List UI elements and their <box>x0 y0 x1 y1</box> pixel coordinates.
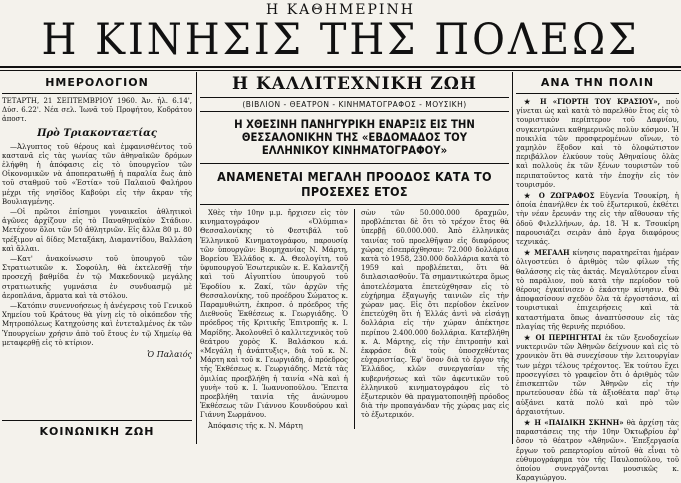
calendar-section-title: ΗΜΕΡΟΛΟΓΙΟΝ <box>45 76 149 89</box>
news-item <box>516 191 679 247</box>
article-subheadline: ΑΝΑΜΕΝΕΤΑΙ ΜΕΓΑΛΗ ΠΡΟΟΔΟΣ ΚΑΤΑ ΤΟ ΠΡΟΣΕΧΕΣ ΕΤΟΣ <box>217 169 492 199</box>
news-item <box>516 333 679 417</box>
article-signature: Ὁ Παλαιός <box>147 350 192 360</box>
article-paragraph: —Κατ' ἀνακοίνωσιν τοῦ ὑπουργοῦ τῶν Στρατιωτικῶν κ. Σοφούλη, θὰ ἐκτελεσθῇ τὴν προσεχῆ βαθμίδα ἐν τῷ Μακεδονικῷ μεγάλης στρατιωτικῆς γυμνάσια ἐν συνδυασμῷ μὲ ἀεροπλάνα, ἄρματα καὶ τὰ στόλου. <box>2 255 192 300</box>
article-body <box>2 143 192 348</box>
section-rule <box>200 163 509 164</box>
article-paragraph: —Κατόπιν συνεννοήσεως ἡ ἀνέγερσις τοῦ Γενικοῦ Χημείου τοῦ Κράτους θὰ γίνῃ εἰς τὸ οἰκόπεδον τῆς Μητροπόλεως Κατηχούσης καὶ ἐντεταλμένος ἐκ τῶν Ὑπουργείων χρήσιν ἀπὸ τοῦ ἔτους ἐν τῷ Χημείῳ θὰ μεταφερθῇ εἰς τὸ κτίριον. <box>2 302 192 347</box>
column-divider <box>354 209 355 429</box>
arts-section-subtitle: (ΒΙΒΛΙΟΝ - ΘΕΑΤΡΟΝ - ΚΙΝΗΜΑΤΟΓΡΑΦΟΣ - ΜΟΥΣΙΚΗ) <box>242 100 467 109</box>
masthead-rule-thin <box>0 70 681 71</box>
city-news-list <box>516 97 679 483</box>
column-divider-right <box>512 72 513 444</box>
article-headline: Η ΧΘΕΣΙΝΗ ΠΑΝΗΓΥΡΙΚΗ ΕΝΑΡΞΙΣ ΕΙΣ ΤΗΝ ΘΕΣΣΑΛΟΝΙΚΗΝ ΤΗΣ «ΕΒΔΟΜΑΔΟΣ ΤΟΥ ΕΛΛΗΝΙΚΟΥ ΚΙΝΗΜΑΤΟΓΡΑΦΟΥ» <box>234 117 475 157</box>
article-paragraph: σὼν τῶν 50.000.000 δραχμῶν, προβλέπεται δὲ ὅτι τὸ τρέχον ἔτος θὰ ὑπερβῇ 60.000.000. Ἀπὸ ἑλληνικὰς ταινίας τοῦ προελθῆψαν εἰς διαφόρους χώρας εἰσεπράχθησαν: 72.000 δολλάρια κατὰ τὸ 1958, 230.000 δολλάρια κατὰ τὸ 1959 καὶ προβλέπεται, ὅτι θὰ διπλασιασθοῦν. Τὰ σημαντικώτερα ὅμως ἀποτελέσματα ἐπετεύχθησαν εἰς τὸ εὐχήρημα ἐξαγωγῆς ταινιῶν εἰς τὴν χώραν μας. Εἰς ὅτι περίοδον ἐκεῖνον ἐπετεύχθη ὅτι ἡ Ἑλλάς ἀντὶ νὰ εἰσάγῃ δολλάρια εἰς τὴν χώραν ἀπέκτησε περίπου 2.400.000 δολλάρια. Κατεβλήθη κ. Α. Μάρτης, εἰς τὴν ἐπιτροπὴν καὶ ἐκφράσε διὰ τοὺς ὑποσχεθέντας εὐχαριστίας. Ἐφ' ὅσον διὰ τὸ ἔργον τῆς Ἑλλάδος, κλῶν συνεργασίαν τῆς κυβερνήσεως καὶ τῶν ἀφεντικῶν τοῦ ἑλληνικοῦ κινηματογράφου εἰς τὸ ἐξωτερικὸν θὰ πραγματοποιηθῇ πρόοδος διὰ τὴν προπαγάνδαν τῆς χώρας μας εἰς τὸ ἐξωτερικόν. <box>361 209 510 420</box>
city-section-title: ΑΝΑ ΤΗΝ ΠΟΛΙΝ <box>540 76 655 89</box>
news-item <box>516 97 679 190</box>
section-rule <box>200 204 509 205</box>
masthead-rule <box>0 66 681 68</box>
news-item <box>516 248 679 332</box>
date-text: ΤΕΤΑΡΤΗ, 21 ΣΕΠΤΕΜΒΡΙΟΥ 1960. Άν. ἡλ. 6.14', Δύσ. 6.22'. Νέα σελ. Ἰωνᾶ τοῦ Προφήτου, Κοδράτου ἀποστ. <box>2 97 192 124</box>
article-paragraph: Χθὲς τὴν 10ην μ.μ. ἤρχισεν εἰς τὸν κινηματογράφον «Ὀλύμπια» Θεσσαλονίκης τὸ Φεστιβάλ τοῦ Ἑλληνικοῦ Κινηματογράφου, παρουσίᾳ τῶν ὑπουργῶν: Βιομηχανίας Ν. Μάρτη, Βορείου Ἑλλάδος κ. Α. Θεολογίτη, τοῦ ὑφυπουργοῦ Ἐσωτερικῶν κ. Ε. Καλαντζῆ καὶ τοῦ Αἰγυπτίου ὑπουργοῦ τοῦ Ἐφοδίου κ. Ζακί, τῶν ἀρχῶν τῆς Θεσσαλονίκης, τοῦ προέδρου Σώματος κ. Παραμυθιώτη, ἐκπροσ. ὁ πρόεδρος τῆς Διεθνοῦς Ἐκθέσεως κ. Γεωργιάδης. Ὁ πρόεδρος τῆς Κριτικῆς Ἐπιτροπῆς κ. Ι. Μαρίδης. Ἀκολουθεῖ ὁ καλλιτεχνικὸς τοῦ θεάτρου χορὸς Κ. Βαλάσκου κ.ά. «Μεγάλη ἡ ἀνάπτυξις», διὰ τοῦ κ. Ν. Μάρτη καὶ τοῦ κ. Γεωργιάδη, ὁ πρόεδρος τῆς Ἐκθέσεως κ. Γεωργιάδης. Μετὰ τὰς ὁμιλίας προεβλήθη ἡ ταινία «Νὰ καὶ ἡ γυνὴ» τοῦ κ. Ι. Ἰωαννοπούλου. Ἔπειτα προεβλήθη ταινία τῆς ἀνώνυμου Ἐκθέσεως τῶν Γιάννου Κουνδούρου καὶ Γιάννη Σωρμάνου. <box>200 209 349 420</box>
page-title: Η ΚΙΝΗΣΙΣ ΤΗΣ ΠΟΛΕΩΣ <box>41 15 640 65</box>
section-rule <box>516 93 679 94</box>
article-headline: Πρὸ Τριακονταετίας <box>37 127 157 139</box>
news-item-head: ★ Ο ΖΩΓΡΑΦΟΣ <box>524 191 595 201</box>
news-item-head: ★ ΜΕΓΑΛΗ <box>524 248 570 258</box>
article-columns <box>200 209 509 429</box>
section-rule <box>2 93 192 94</box>
bottom-section-rule <box>2 420 192 421</box>
city-column <box>516 76 679 483</box>
news-item <box>516 418 679 483</box>
section-rule <box>200 97 509 98</box>
news-item-head: ★ Η «ΓΙΟΡΤΗ ΤΟΥ ΚΡΑΣΙΟΥ», <box>524 97 661 106</box>
arts-section-title: Η ΚΑΛΛΙΤΕΧΝΙΚΗ ΖΩΗ <box>232 74 477 94</box>
news-item-text: κίνησις παρατηρεῖται ἡμέραν ὀλιγοστεύει ὁ ἀριθμὸς τῶν φίλων τῆς θαλάσσης εἰς τὰς ἀκτάς. Μεγαλύτερον εἶναι τὸ παράλιον, ποὺ κατὰ τὴν περίοδον τοῦ θέρους ἐγκαίνισεν ὁ ἑκάστην κίνησιν. Θὰ ἀποφασίσουν σχεδὸν ὅλα τὰ ἐργοστάσια, αἱ τουριστικαὶ ἐπιχειρήσεις καὶ τὰ καταστήματα ὅπως ἀναπτύσσουν εἰς τὰς πλαγίας τῆς θερινῆς περιόδου. <box>516 249 679 331</box>
column-divider-left <box>196 72 197 444</box>
news-item-text: θὰ ἀρχίσῃ τὰς παραστάσεις της τὴν 10ην Ὀκτωβρίου ἐφ' ὅσον τὸ θέατρον «Ἀθηνῶν». Ἐπεξεργασία ἔργων τοῦ ρεπερτορίου αὐτοῦ θὰ εἶναι τὸ εὐθυμογράφημα τὸν τῆς Παυλοπούλου, τοῦ ὁποίου συνεργάζονται μουσικῶς κ. Καραγιώργου. <box>516 418 679 483</box>
section-rule <box>200 111 509 112</box>
article-column-1 <box>200 209 348 429</box>
newspaper-name: Η ΚΑΘΗΜΕΡΙΝΗ <box>266 2 415 18</box>
article-column-2 <box>361 209 509 429</box>
date-block <box>2 97 192 125</box>
article-paragraph: —Ἀλγυπτος τοῦ θέρους καὶ ἐμφανισθέντος τοῦ καστανᾶ εἰς τὰς γωνίας τῶν ἀθηναϊκῶν δρόμων ἐλήφθη ἡ ἀπόφασις εἰς τὸ ὑπουργεῖον τῶν Οἰκονομικῶν νὰ ἀποπερατωθῇ ἡ παραλία ἕως ἀπὸ τοῦ σταθμοῦ τοῦ «Ἐστία» τοῦ Παλαιοῦ Φαλήρου μέχρι τῆς νησῖδος Καβούρι εἰς τὴν ἄκραν τῆς Βουλιαγμένης. <box>2 142 192 206</box>
calendar-column <box>2 76 192 444</box>
social-life-section-title: ΚΟΙΝΩΝΙΚΗ ΖΩΗ <box>39 425 155 438</box>
news-item-head: ★ ΟΙ ΠΕΡΙΗΓΗΤΑΙ <box>524 333 602 343</box>
article-paragraph: Ἀπόφασις τῆς κ. Ν. Μάρτη <box>208 421 303 430</box>
news-item-head: ★ Η «ΠΑΙΔΙΚΗ ΣΚΗΝΗ» <box>524 417 624 427</box>
news-item-text: Εὐγενία Τσουκίρη, ἡ ὁποία ἐπανήλθεν ἐκ τοῦ ἐξωτερικοῦ, ἐκθέτει τὴν νέαν ἔρευνάν της εἰς τὴν αἴθουσαν τῆς ὁδοῦ Φιλελλήνων, ἀρ. 18. Ἡ κ. Τσουκίρη παρουσιάζει σειρὰν ἀπὸ ἔργα διαφόρους τεχνικάς. <box>516 192 679 247</box>
arts-column <box>200 74 509 444</box>
news-item-text: ποὺ γίνεται ὡς καὶ κατὰ τὸ παρελθὸν ἔτος εἰς τὸ τουριστικὸν περίπτερον τοῦ Δαφνίου, συγκεντρώνει καθημερινῶς πολὺν κόσμον. Ἡ ποικιλία τῶν προσφερομένων οἴνων, τὸ χαμηλὸν ἔξοδον καὶ τὸ ὁλοφώτιστον περιβάλλον ἑλκύουν τοὺς Ἀθηναίους ὁλὰς καὶ πολλοὺς ἐκ τῶν ξένων τουριστῶν τοῦ περιπατοῦντος κατὰ τὴν ἐποχὴν εἰς τὸν τουρισμόν. <box>516 98 679 189</box>
article-paragraph: —Οἱ πρῶτοι ἐπίσημοι γυναικεῖοι ἀθλητικοὶ ἀγῶνες ἀρχίζουν εἰς τὸ Παναθηναϊκὸν Στάδιον. Μετέχουν ὅλοι τῶν 50 ἀθλητριῶν. Εἰς ἄλλα 80 μ. 80 τρέξιμον αἱ δίδες Μεταξάκη, Διαμαντίδου, Βαλλάση καὶ ἄλλαι. <box>2 208 192 253</box>
news-item-text: ἐκ τῶν ξενοδοχείων νυκτερινῶν τῶν Ἀθηνῶν δείχνουν καὶ εἰς τὸ χρονικὸν ὅτι θὰ συνεχίσουν τὴν λειτουργίαν των μέχρι τέλους τρέχοντος. Ἐκ τούτου ἔχει προσεγγίσει τὸ γραφεῖον ὅτι ὁ ἀριθμὸς τῶν ἐπισκεπτῶν τῶν Ἀθηνῶν εἰς τὴν πρωτεύουσαν ἐδὼ τὰ ἀξιοθέατα παρ' ὅτῳ αὐξάνει κατὰ πολύ καὶ πρὸ τῶν ἀρχαιοτήτων. <box>516 334 679 416</box>
